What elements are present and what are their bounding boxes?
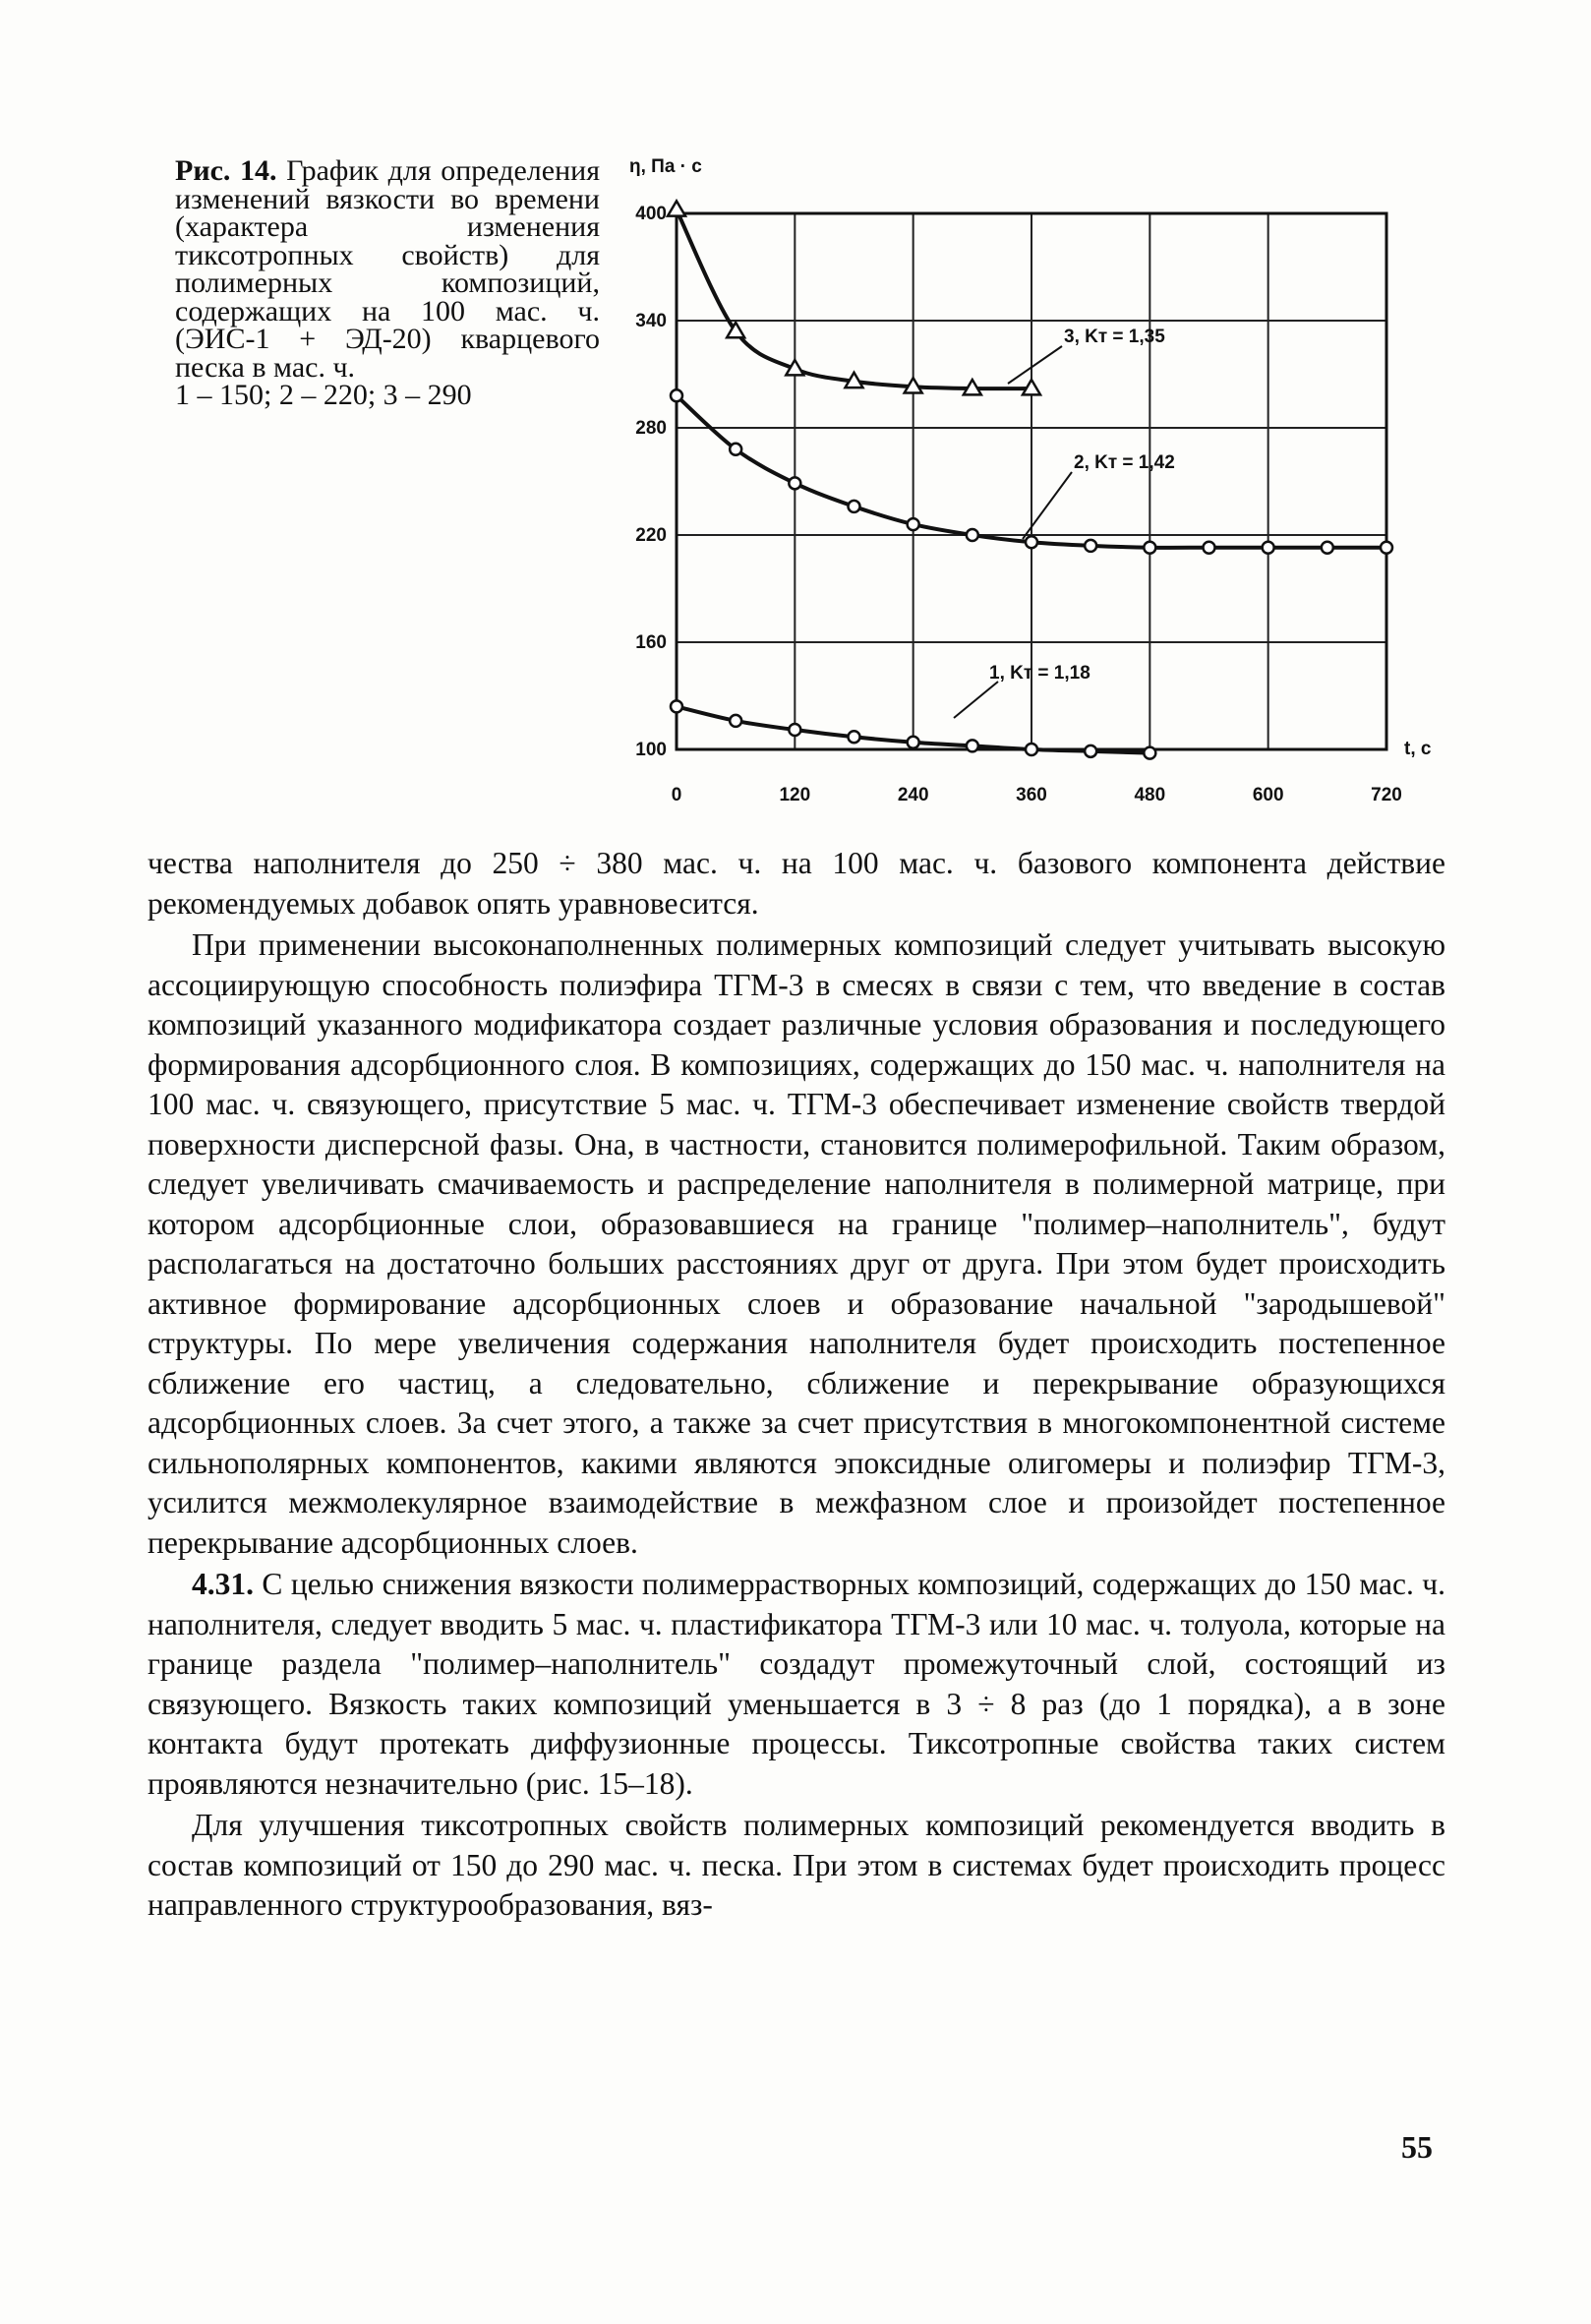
- data-point-2: [730, 444, 741, 455]
- data-point-1: [967, 740, 978, 751]
- x-tick-label: 360: [1016, 785, 1047, 805]
- data-point-1: [789, 724, 800, 736]
- x-tick-label: 0: [671, 785, 682, 805]
- data-point-2: [967, 529, 978, 541]
- section-paragraph: [147, 1565, 1445, 1804]
- y-tick-label: 160: [635, 632, 667, 653]
- figure-caption: [175, 154, 600, 411]
- data-point-2: [1381, 542, 1392, 554]
- series-label-2: 2, Kт = 1,42: [1074, 452, 1175, 473]
- data-point-2: [1263, 542, 1274, 554]
- data-point-2: [849, 501, 860, 512]
- series-label-3: 3, Kт = 1,35: [1064, 327, 1165, 347]
- data-point-1: [1144, 747, 1155, 759]
- page-number: 55: [1401, 2129, 1433, 2165]
- y-tick-label: 340: [635, 311, 667, 331]
- x-tick-label: 240: [897, 785, 929, 805]
- body-text: [147, 844, 1445, 1926]
- y-tick-label: 220: [635, 525, 667, 546]
- viscosity-chart: [610, 148, 1485, 816]
- x-tick-label: 720: [1371, 785, 1402, 805]
- figure-label: Рис. 14.: [175, 154, 277, 187]
- data-point-2: [671, 389, 682, 401]
- y-tick-label: 400: [635, 204, 667, 224]
- x-axis-label: t, с: [1404, 739, 1432, 759]
- data-point-2: [908, 518, 919, 530]
- data-point-1: [730, 715, 741, 727]
- section-text: С целью снижения вязкости полимеррастворных композиций, содержащих до 150 мас. ч. наполнителя, следует вводить 5 мас. ч. пластификатора ТГМ-3 или 10 мас. ч. толуола, которые на границе раздела "полимер–наполнитель" создадут промежуточный слой, состоящий из связующего. Вязкость таких композиций уменьшается в 3 ÷ 8 раз (до 1 порядка), а в зоне контакта будут протекать диффузионные процессы. Тиксотропные свойства таких систем проявляются незначительно (рис. 15–18).: [147, 1567, 1446, 1801]
- data-point-2: [1322, 542, 1333, 554]
- section-number: 4.31.: [192, 1567, 254, 1601]
- y-tick-label: 100: [635, 740, 667, 760]
- series-label-leader: [1023, 472, 1072, 539]
- x-tick-label: 480: [1134, 785, 1166, 805]
- figure-caption-text: График для определения изменений вязкости во времени (характера изменения тиксотропных свойств) для полимерных композиций, содержащих на 100 мас. ч. (ЭИС-1 + ЭД-20) кварцевого песка в мас. ч.: [175, 154, 600, 384]
- data-point-2: [1026, 536, 1037, 548]
- y-tick-label: 280: [635, 418, 667, 439]
- series-label-leader: [954, 682, 998, 718]
- figure-legend: 1 – 150; 2 – 220; 3 – 290: [175, 379, 472, 411]
- data-point-1: [1026, 744, 1037, 755]
- x-tick-label: 600: [1252, 785, 1284, 805]
- data-point-1: [671, 700, 682, 712]
- series-label-leader: [1008, 346, 1062, 384]
- data-point-1: [1085, 745, 1096, 757]
- series-label-1: 1, Kт = 1,18: [989, 663, 1090, 684]
- paragraph-continuation: чества наполнителя до 250 ÷ 380 мас. ч. на 100 мас. ч. базового компонента действие рекомендуемых добавок опять уравновесится.: [147, 846, 1445, 921]
- data-point-3: [668, 201, 685, 215]
- paragraph: При применении высоконаполненных полимерных композиций следует учитывать высокую ассоциирующую способность полиэфира ТГМ-3 в смесях в связи с тем, что введение в состав композиций указанного модификатора создает различные условия образования и последующего формирования адсорбционного слоя. В композициях, содержащих до 150 мас. ч. наполнителя на 100 мас. ч. связующего, присутствие 5 мас. ч. ТГМ-3 обеспечивает изменение свойств твердой поверхности дисперсной фазы. Она, в частности, становится полимерофильной. Таким образом, следует увеличивать смачиваемость и распределение наполнителя в полимерной матрице, при котором адсорбционные слои, образовавшиеся на границе "полимер–наполнитель", будут располагаться на достаточно больших расстояниях друг от друга. При этом будет происходить активное формирование адсорбционных слоев и образование начальной "зародышевой" структуры. По мере увеличения содержания наполнителя будет происходить постепенное сближение его частиц, а следовательно, сближение и перекрывание образующихся адсорбционных слоев. За счет этого, а также за счет присутствия в многокомпонентной системе сильнополярных компонентов, какими являются эпоксидные олигомеры и полиэфир ТГМ-3, усилится межмолекулярное взаимодействие в межфазном слое и произойдет постепенное перекрывание адсорбционных слоев.: [147, 927, 1445, 1560]
- x-tick-label: 120: [779, 785, 811, 805]
- y-axis-label: η, Па · с: [629, 156, 702, 177]
- data-point-2: [1085, 540, 1096, 552]
- data-point-1: [908, 737, 919, 748]
- data-point-2: [789, 477, 800, 489]
- data-point-2: [1144, 542, 1155, 554]
- data-point-1: [849, 731, 860, 743]
- paragraph-last: Для улучшения тиксотропных свойств полимерных композиций рекомендуется вводить в состав композиций от 150 до 290 мас. ч. песка. При этом в системах будет происходить процесс направленного структурообразования, вяз-: [147, 1808, 1445, 1922]
- series-line-3: [677, 209, 1031, 388]
- data-point-2: [1204, 542, 1215, 554]
